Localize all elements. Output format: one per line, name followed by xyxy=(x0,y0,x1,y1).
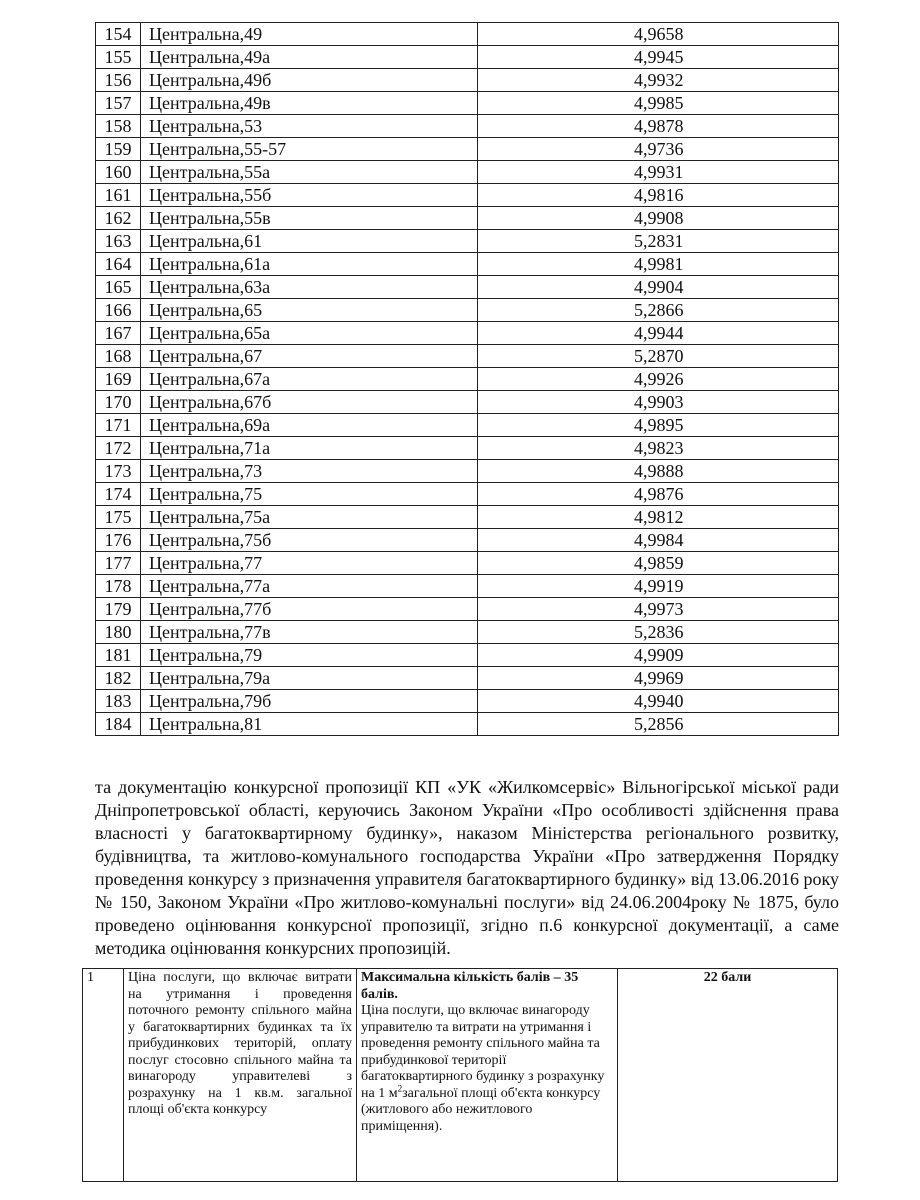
table-row xyxy=(96,253,839,276)
row-value: 4,9888 xyxy=(478,460,839,483)
row-value: 4,9904 xyxy=(478,276,839,299)
row-value: 4,9876 xyxy=(478,483,839,506)
row-number: 169 xyxy=(96,368,141,391)
row-number: 182 xyxy=(96,667,141,690)
row-address: Центральна,75б xyxy=(141,529,478,552)
row-value: 5,2836 xyxy=(478,621,839,644)
table-row xyxy=(96,690,839,713)
table-row xyxy=(96,322,839,345)
row-address: Центральна,67а xyxy=(141,368,478,391)
table-row xyxy=(96,667,839,690)
row-address: Центральна,67 xyxy=(141,345,478,368)
row-number: 180 xyxy=(96,621,141,644)
row-address: Центральна,49в xyxy=(141,92,478,115)
row-address: Центральна,77в xyxy=(141,621,478,644)
row-number: 173 xyxy=(96,460,141,483)
row-value: 4,9944 xyxy=(478,322,839,345)
table-row xyxy=(96,460,839,483)
row-value: 4,9985 xyxy=(478,92,839,115)
table-row xyxy=(96,92,839,115)
row-address: Центральна,81 xyxy=(141,713,478,736)
row-address: Центральна,55-57 xyxy=(141,138,478,161)
row-value: 4,9926 xyxy=(478,368,839,391)
row-address: Центральна,79а xyxy=(141,667,478,690)
row-value: 4,9973 xyxy=(478,598,839,621)
row-value: 4,9969 xyxy=(478,667,839,690)
method-text-part2: загальної площі об'єкта конкурсу (житлового або нежитлового приміщення). xyxy=(361,1085,601,1134)
row-number: 161 xyxy=(96,184,141,207)
row-number: 158 xyxy=(96,115,141,138)
table-row xyxy=(96,414,839,437)
row-number: 160 xyxy=(96,161,141,184)
row-value: 4,9736 xyxy=(478,138,839,161)
table-row xyxy=(96,713,839,736)
row-value: 4,9878 xyxy=(478,115,839,138)
row-number: 157 xyxy=(96,92,141,115)
table-row xyxy=(96,529,839,552)
table-row xyxy=(96,184,839,207)
row-number: 183 xyxy=(96,690,141,713)
row-number: 171 xyxy=(96,414,141,437)
criteria-row xyxy=(83,969,838,1182)
row-number: 165 xyxy=(96,276,141,299)
table-row xyxy=(96,161,839,184)
row-address: Центральна,49 xyxy=(141,23,478,46)
row-value: 4,9895 xyxy=(478,414,839,437)
table-row xyxy=(96,552,839,575)
table-row xyxy=(96,437,839,460)
table-row xyxy=(96,46,839,69)
table-row xyxy=(96,299,839,322)
row-address: Центральна,65 xyxy=(141,299,478,322)
table-row xyxy=(96,276,839,299)
row-address: Центральна,61а xyxy=(141,253,478,276)
row-number: 170 xyxy=(96,391,141,414)
table-row xyxy=(96,230,839,253)
row-address: Центральна,79б xyxy=(141,690,478,713)
row-address: Центральна,49а xyxy=(141,46,478,69)
row-number: 164 xyxy=(96,253,141,276)
row-number: 176 xyxy=(96,529,141,552)
scores-table-body xyxy=(96,23,839,736)
row-value: 4,9984 xyxy=(478,529,839,552)
row-value: 4,9932 xyxy=(478,69,839,92)
row-address: Центральна,75 xyxy=(141,483,478,506)
row-address: Центральна,73 xyxy=(141,460,478,483)
criteria-score: 22 бали xyxy=(618,969,838,1182)
table-row xyxy=(96,138,839,161)
row-address: Центральна,75а xyxy=(141,506,478,529)
row-number: 154 xyxy=(96,23,141,46)
row-number: 168 xyxy=(96,345,141,368)
row-address: Центральна,67б xyxy=(141,391,478,414)
row-number: 167 xyxy=(96,322,141,345)
row-value: 4,9658 xyxy=(478,23,839,46)
row-number: 177 xyxy=(96,552,141,575)
row-address: Центральна,55в xyxy=(141,207,478,230)
row-address: Центральна,77 xyxy=(141,552,478,575)
table-row xyxy=(96,483,839,506)
table-row xyxy=(96,621,839,644)
row-address: Центральна,49б xyxy=(141,69,478,92)
row-number: 159 xyxy=(96,138,141,161)
table-row xyxy=(96,391,839,414)
row-value: 4,9908 xyxy=(478,207,839,230)
row-number: 163 xyxy=(96,230,141,253)
scores-table xyxy=(95,22,839,736)
row-number: 155 xyxy=(96,46,141,69)
row-value: 4,9945 xyxy=(478,46,839,69)
method-text-part1: Ціна послуги, що включає винагороду управителю та витрати на утримання і проведення ремонту спільного майна та прибудинкової території багатоквартирного будинку з розрахунку на 1 м xyxy=(361,1003,605,1101)
table-row xyxy=(96,345,839,368)
method-superscript: 2 xyxy=(397,1082,403,1093)
row-value: 4,9859 xyxy=(478,552,839,575)
criteria-description: Ціна послуги, що включає витрати на утримання і проведення поточного ремонту спільного майна у багатоквартирних будинках та їх прибудинкових територій, оплату послуг стосовно спільного майна та винагороду управителеві з розрахунку на 1 кв.м. загальної площі об'єкта конкурсу xyxy=(124,969,357,1182)
row-value: 4,9823 xyxy=(478,437,839,460)
row-number: 172 xyxy=(96,437,141,460)
row-value: 4,9903 xyxy=(478,391,839,414)
row-value: 5,2856 xyxy=(478,713,839,736)
table-row xyxy=(96,115,839,138)
table-row xyxy=(96,506,839,529)
row-address: Центральна,55б xyxy=(141,184,478,207)
row-number: 166 xyxy=(96,299,141,322)
row-number: 162 xyxy=(96,207,141,230)
row-value: 4,9981 xyxy=(478,253,839,276)
row-address: Центральна,61 xyxy=(141,230,478,253)
row-value: 5,2870 xyxy=(478,345,839,368)
criteria-table xyxy=(82,968,838,1182)
row-number: 175 xyxy=(96,506,141,529)
row-value: 4,9812 xyxy=(478,506,839,529)
row-address: Центральна,55а xyxy=(141,161,478,184)
table-row xyxy=(96,575,839,598)
row-address: Центральна,77б xyxy=(141,598,478,621)
row-address: Центральна,69а xyxy=(141,414,478,437)
row-value: 4,9909 xyxy=(478,644,839,667)
table-row xyxy=(96,368,839,391)
row-value: 4,9940 xyxy=(478,690,839,713)
row-value: 4,9931 xyxy=(478,161,839,184)
table-row xyxy=(96,207,839,230)
row-value: 4,9816 xyxy=(478,184,839,207)
row-address: Центральна,79 xyxy=(141,644,478,667)
row-number: 178 xyxy=(96,575,141,598)
row-value: 5,2866 xyxy=(478,299,839,322)
row-number: 179 xyxy=(96,598,141,621)
row-number: 184 xyxy=(96,713,141,736)
row-address: Центральна,63а xyxy=(141,276,478,299)
evaluation-paragraph: та документацію конкурсної пропозиції КП «УК «Жилкомсервіс» Вільногірської міської ради Дніпропетровської області, керуючись Законом України «Про особливості здійснення права власності у багатоквартирному будинку», наказом Міністерства регіонального розвитку, будівництва, та житлово-комунального господарства України «Про затвердження Порядку проведення конкурсу з призначення управителя багатоквартирного будинку» від 13.06.2016 року № 150, Законом України «Про житлово-комунальні послуги» від 24.06.2004року № 1875, було проведено оцінювання конкурсної пропозиції, згідно п.6 конкурсної документації, а саме методика оцінювання конкурсних пропозицій. xyxy=(95,777,839,958)
table-row xyxy=(96,598,839,621)
row-address: Центральна,53 xyxy=(141,115,478,138)
row-value: 4,9919 xyxy=(478,575,839,598)
row-number: 156 xyxy=(96,69,141,92)
table-row xyxy=(96,69,839,92)
criteria-number: 1 xyxy=(83,969,124,1182)
row-address: Центральна,77а xyxy=(141,575,478,598)
row-address: Центральна,71а xyxy=(141,437,478,460)
table-row xyxy=(96,644,839,667)
table-row xyxy=(96,23,839,46)
row-number: 181 xyxy=(96,644,141,667)
row-address: Центральна,65а xyxy=(141,322,478,345)
max-points-heading: Максимальна кількість балів – 35 балів. xyxy=(361,970,579,1002)
row-value: 5,2831 xyxy=(478,230,839,253)
row-number: 174 xyxy=(96,483,141,506)
criteria-method xyxy=(357,969,618,1182)
